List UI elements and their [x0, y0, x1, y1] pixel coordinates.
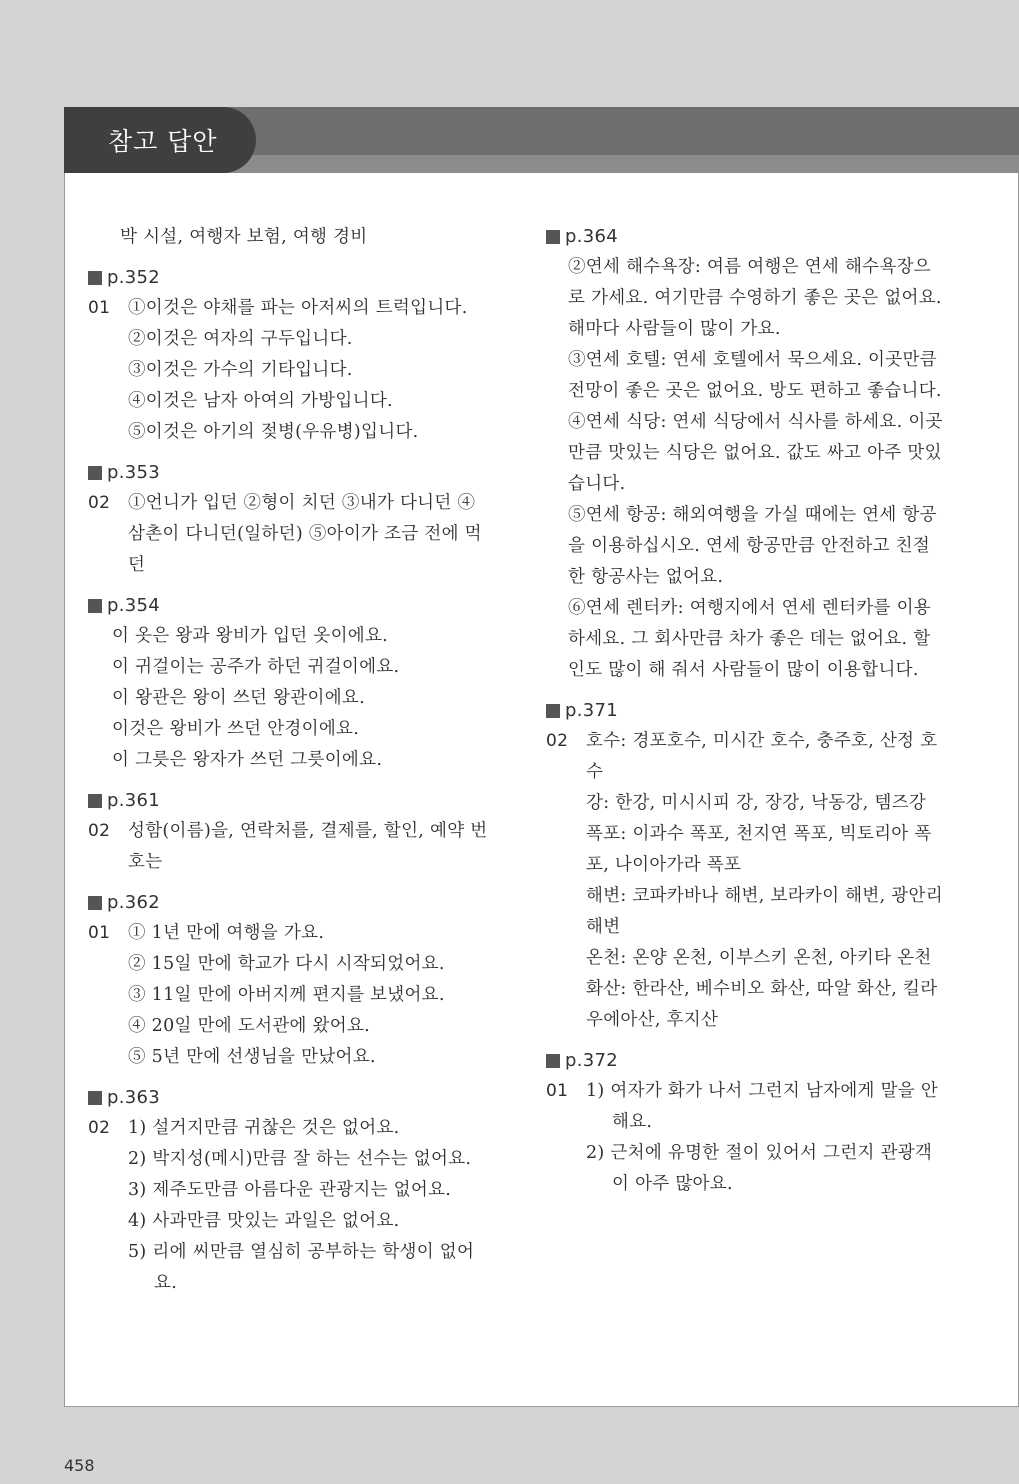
square-bullet-icon: [88, 896, 102, 910]
section-heading: [546, 1046, 946, 1076]
question-number: 02: [88, 821, 111, 841]
question-number: 01: [546, 1081, 569, 1101]
answer-line: 4) 사과만큼 맛있는 과일은 없어요.: [128, 1211, 400, 1231]
square-bullet-icon: [88, 599, 102, 613]
square-bullet-icon: [88, 466, 102, 480]
section-heading: [546, 222, 946, 252]
answer-line: 호수: 경포호수, 미시간 호수, 충주호, 산정 호수: [586, 731, 938, 782]
answer-line: ②이것은 여자의 구두입니다.: [128, 329, 353, 349]
answer-body: [128, 293, 488, 448]
section-label: p.354: [107, 595, 161, 616]
answer-line: ③이것은 가수의 기타입니다.: [128, 360, 353, 380]
lead-text-block: [88, 222, 488, 253]
section-p354: [88, 591, 488, 776]
answer-paragraph: ②연세 해수욕장: 여름 여행은 연세 해수욕장으로 가세요. 여기만큼 수영하기 좋은 곳은 없어요. 해마다 사람들이 많이 가요.: [568, 257, 942, 339]
answer-line: 1) 설거지만큼 귀찮은 것은 없어요.: [128, 1118, 400, 1138]
right-column: [546, 222, 946, 1210]
square-bullet-icon: [88, 794, 102, 808]
section-p371: [546, 696, 946, 1036]
question-number: 02: [88, 493, 111, 513]
section-p353: [88, 458, 488, 581]
answer-line: ② 15일 만에 학교가 다시 시작되었어요.: [128, 954, 445, 974]
answer-line: 2) 근처에 유명한 절이 있어서 그런지 관광객이 아주 많아요.: [586, 1143, 933, 1194]
section-p362: [88, 888, 488, 1073]
question-number: 02: [546, 731, 569, 751]
section-label: p.361: [107, 790, 161, 811]
left-column: [88, 222, 488, 1309]
answer-line: 강: 한강, 미시시피 강, 장강, 낙동강, 템즈강: [586, 793, 927, 813]
question-number: 01: [88, 298, 111, 318]
answer-body: [128, 816, 488, 878]
answer-line: 온천: 온양 온천, 이부스키 온천, 아키타 온천: [586, 948, 932, 968]
section-heading: [88, 888, 488, 918]
section-label: p.363: [107, 1087, 161, 1108]
question-row: [546, 1076, 946, 1200]
section-label: p.364: [565, 226, 619, 247]
section-p352: [88, 263, 488, 448]
answer-line: ①이것은 야채를 파는 아저씨의 트럭입니다.: [128, 298, 468, 318]
question-number: 02: [88, 1118, 111, 1138]
question-row: [546, 726, 946, 1036]
answer-line: 폭포: 이과수 폭포, 천지연 폭포, 빅토리아 폭포, 나이아가라 폭포: [586, 824, 932, 875]
answer-line: 5) 리에 씨만큼 열심히 공부하는 학생이 없어요.: [128, 1242, 475, 1293]
answer-paragraph: ⑤연세 항공: 해외여행을 가실 때에는 연세 항공을 이용하십시오. 연세 항공만큼 안전하고 친절한 항공사는 없어요.: [568, 505, 937, 587]
answer-line: 2) 박지성(메시)만큼 잘 하는 선수는 없어요.: [128, 1149, 472, 1169]
page-title: 참고 답안: [64, 107, 256, 173]
section-heading: [88, 458, 488, 488]
section-p361: [88, 786, 488, 878]
answer-line: 성함(이름)을, 연락처를, 결제를, 할인, 예약 번호는: [128, 821, 488, 872]
square-bullet-icon: [88, 1091, 102, 1105]
square-bullet-icon: [546, 704, 560, 718]
answer-body: [586, 1076, 946, 1200]
section-label: p.371: [565, 700, 619, 721]
section-heading: [88, 786, 488, 816]
question-row: [88, 918, 488, 1073]
section-heading: [88, 591, 488, 621]
answer-line: 이것은 왕비가 쓰던 안경이에요.: [112, 719, 360, 739]
answer-line: 이 그릇은 왕자가 쓰던 그릇이에요.: [112, 750, 383, 770]
answer-body: [128, 488, 488, 581]
answer-body: [128, 918, 488, 1073]
section-heading: [88, 1083, 488, 1113]
answer-line: ④ 20일 만에 도서관에 왔어요.: [128, 1016, 371, 1036]
answer-line: 해변: 코파카바나 해변, 보라카이 해변, 광안리 해변: [586, 886, 943, 937]
answer-paragraph: ③연세 호텔: 연세 호텔에서 묵으세요. 이곳만큼 전망이 좋은 곳은 없어요. 방도 편하고 좋습니다.: [568, 350, 942, 401]
section-heading: [88, 263, 488, 293]
section-label: p.362: [107, 892, 161, 913]
answer-line: ③ 11일 만에 아버지께 편지를 보냈어요.: [128, 985, 445, 1005]
answer-body: [546, 252, 946, 686]
section-heading: [546, 696, 946, 726]
section-p364: [546, 222, 946, 686]
answer-line: 이 귀걸이는 공주가 하던 귀걸이에요.: [112, 657, 400, 677]
answer-line: ⑤이것은 아기의 젖병(우유병)입니다.: [128, 422, 419, 442]
question-row: [88, 1113, 488, 1299]
answer-body: [88, 621, 488, 776]
answer-paragraph: ⑥연세 렌터카: 여행지에서 연세 렌터카를 이용하세요. 그 회사만큼 차가 좋은 데는 없어요. 할인도 많이 해 줘서 사람들이 많이 이용합니다.: [568, 598, 931, 680]
answer-body: [128, 1113, 488, 1299]
page-number: 458: [64, 1456, 95, 1475]
answer-body: [586, 726, 946, 1036]
answer-line: ⑤ 5년 만에 선생님을 만났어요.: [128, 1047, 376, 1067]
question-number: 01: [88, 923, 111, 943]
section-p372: [546, 1046, 946, 1200]
lead-text: 박 시설, 여행자 보험, 여행 경비: [120, 227, 368, 247]
answer-line: 화산: 한라산, 베수비오 화산, 따알 화산, 킬라우에아산, 후지산: [586, 979, 938, 1030]
section-label: p.352: [107, 267, 161, 288]
question-row: [88, 488, 488, 581]
section-label: p.372: [565, 1050, 619, 1071]
square-bullet-icon: [546, 230, 560, 244]
answer-line: ④이것은 남자 아여의 가방입니다.: [128, 391, 393, 411]
answer-line: 이 왕관은 왕이 쓰던 왕관이에요.: [112, 688, 365, 708]
answer-paragraph: ④연세 식당: 연세 식당에서 식사를 하세요. 이곳만큼 맛있는 식당은 없어요. 값도 싸고 아주 맛있습니다.: [568, 412, 943, 494]
answer-line: ①언니가 입던 ②형이 치던 ③내가 다니던 ④삼촌이 다니던(일하던) ⑤아이가 조금 전에 먹던: [128, 493, 482, 575]
question-row: [88, 816, 488, 878]
answer-line: ① 1년 만에 여행을 가요.: [128, 923, 325, 943]
answer-line: 1) 여자가 화가 나서 그런지 남자에게 말을 안 해요.: [586, 1081, 939, 1132]
section-label: p.353: [107, 462, 161, 483]
answer-line: 3) 제주도만큼 아름다운 관광지는 없어요.: [128, 1180, 452, 1200]
section-p363: [88, 1083, 488, 1299]
answer-line: 이 옷은 왕과 왕비가 입던 옷이에요.: [112, 626, 389, 646]
question-row: [88, 293, 488, 448]
square-bullet-icon: [546, 1054, 560, 1068]
square-bullet-icon: [88, 271, 102, 285]
